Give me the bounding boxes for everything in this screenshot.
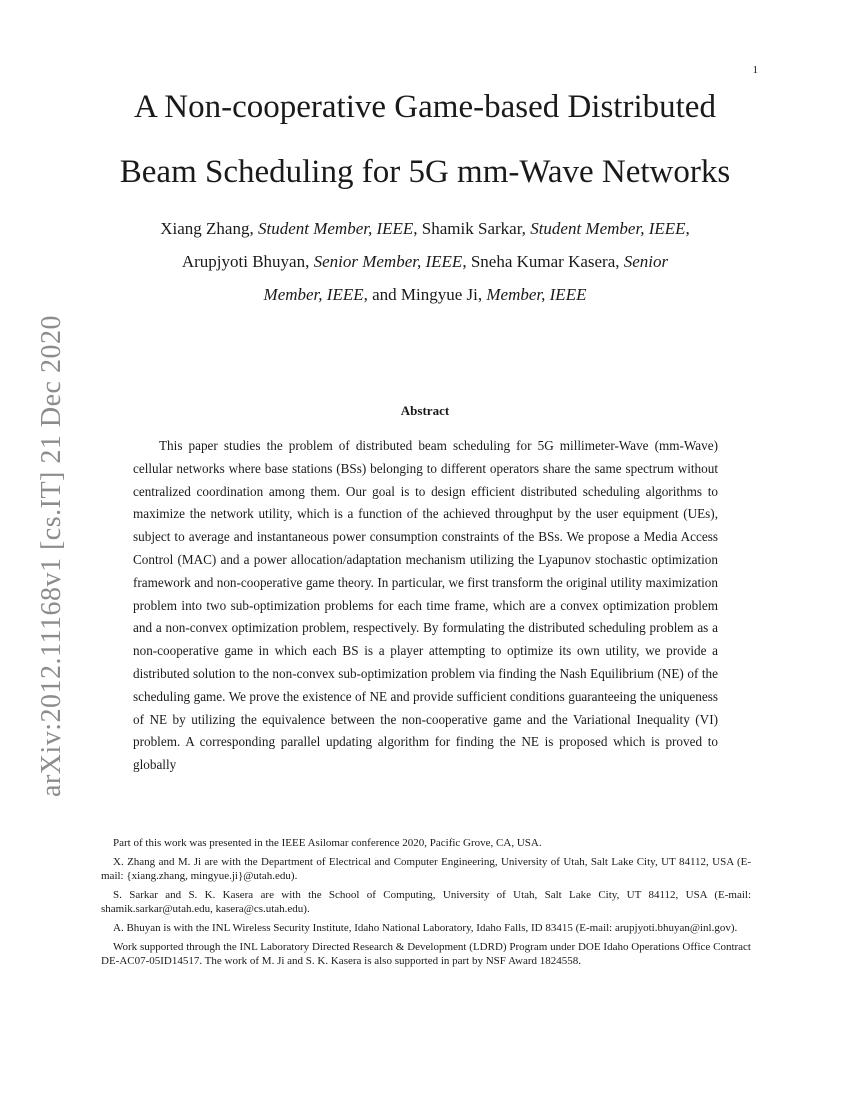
footnote-affiliation-inl: A. Bhuyan is with the INL Wireless Security Institute, Idaho National Laboratory, Idaho Falls, ID 83415 (E-mail: arupjyoti.bhuyan@inl.gov). <box>113 922 738 934</box>
abstract-body: This paper studies the problem of distributed beam scheduling for 5G millimeter-Wave (mm-Wave) cellular networks where base stations (BSs) belonging to different operators share the same spectrum without centralized coordination among them. Our goal is to design efficient distributed scheduling algorithms to maximize the network utility, which is a function of the achieved throughput by the user equipment (UEs), subject to average and instantaneous power consumption constraints of the BSs. We propose a Media Access Control (MAC) and a power allocation/adaptation mechanism utilizing the Lyapunov stochastic optimization framework and non-cooperative game theory. In particular, we first transform the original utility maximization problem into two sub-optimization problems for each time frame, which are a convex optimization problem and a non-convex optimization problem, respectively. By formulating the distributed scheduling problem as a non-cooperative game in which each BS is a player attempting to optimize its own utility, we provide a distributed solution to the non-convex sub-optimization problem via finding the Nash Equilibrium (NE) of the scheduling game. We prove the existence of NE and provide sufficient conditions guaranteeing the uniqueness of NE by utilizing the equivalence between the non-cooperative game and the Variational Inequality (VI) problem. A corresponding parallel updating algorithm for finding the NE is proposed which is proved to globally <box>133 438 718 773</box>
footnote-affiliation-utah-computing: S. Sarkar and S. K. Kasera are with the School of Computing, University of Utah, Salt Lake City, UT 84112, USA (E-mail: shamik.sarkar@utah.edu, kasera@cs.utah.edu). <box>101 889 751 915</box>
author-name: , and Mingyue Ji, <box>363 285 487 304</box>
author-line-1 <box>100 212 750 245</box>
author-separator: , <box>685 219 690 238</box>
footnote-funding: Work supported through the INL Laboratory Directed Research & Development (LDRD) Program under DOE Idaho Operations Office Contract DE-AC07-05ID14517. The work of M. Ji and S. K. Kasera is also supported in part by NSF Award 1824558. <box>101 941 751 967</box>
abstract-heading: Abstract <box>400 403 450 418</box>
author-membership: Senior Member, IEEE <box>313 252 463 271</box>
author-line-3 <box>100 278 750 311</box>
footnote-affiliation-utah-ece: X. Zhang and M. Ji are with the Department of Electrical and Computer Engineering, University of Utah, Salt Lake City, UT 84112, USA (E-mail: {xiang.zhang, mingyue.ji}@utah.edu). <box>101 856 751 882</box>
author-line-2 <box>100 245 750 278</box>
author-membership: Member, IEEE <box>263 285 364 304</box>
author-list <box>100 212 750 311</box>
author-membership: Senior <box>623 252 669 271</box>
author-name: Xiang Zhang, <box>160 219 258 238</box>
page-number: 1 <box>752 64 758 76</box>
author-membership: Student Member, IEEE <box>257 219 414 238</box>
footnotes <box>101 836 751 973</box>
author-membership: Student Member, IEEE <box>530 219 686 238</box>
paper-title <box>90 88 760 191</box>
title-line-2: Beam Scheduling for 5G mm-Wave Networks <box>119 154 731 190</box>
author-name: , Shamik Sarkar, <box>413 219 531 238</box>
title-line-1: A Non-cooperative Game-based Distributed <box>134 89 716 125</box>
author-membership: Member, IEEE <box>486 285 587 304</box>
author-name: , Sneha Kumar Kasera, <box>462 252 624 271</box>
arxiv-identifier-stamp: arXiv:2012.11168v1 [cs.IT] 21 Dec 2020 <box>36 315 67 797</box>
author-name: Arupjyoti Bhuyan, <box>181 252 314 271</box>
footnote-conference: Part of this work was presented in the IEEE Asilomar conference 2020, Pacific Grove, CA, USA. <box>113 837 542 849</box>
